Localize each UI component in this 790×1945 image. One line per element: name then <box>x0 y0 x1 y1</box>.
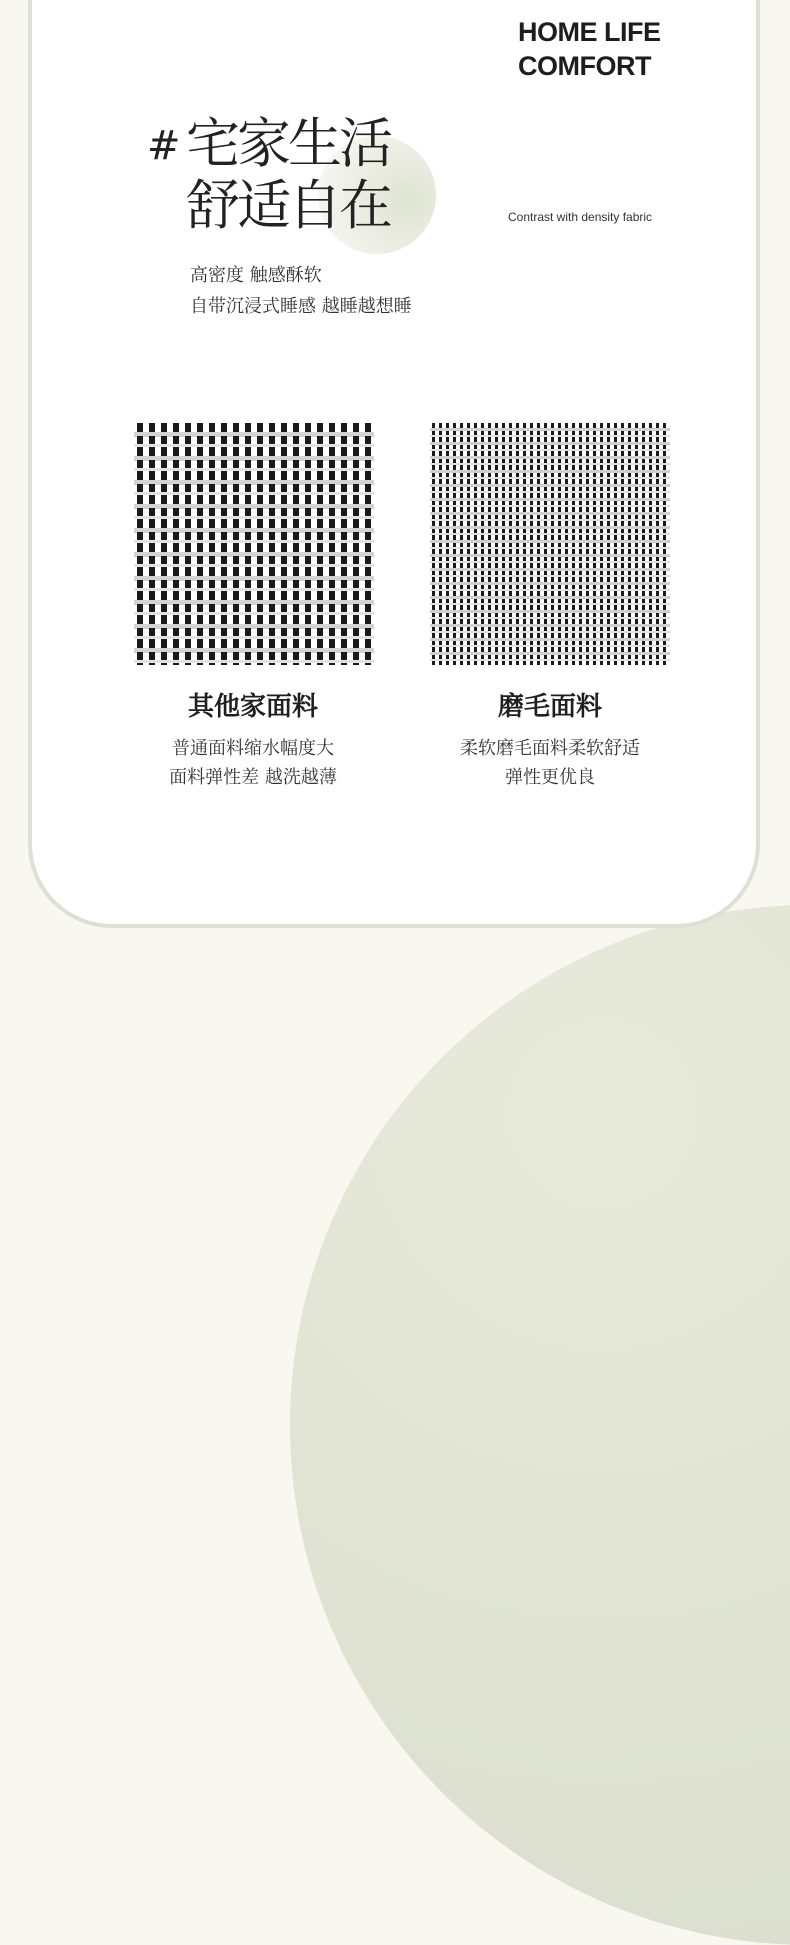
comparison-title-other: 其他家面料 <box>187 692 318 722</box>
comparison-desc-brushed-line-1: 柔软磨毛面料柔软舒适 <box>460 738 640 759</box>
comparison-desc-other-line-2: 面料弹性差 越洗越薄 <box>169 767 337 788</box>
headline-line-1: 宅家生活 <box>186 112 390 175</box>
hash-symbol: # <box>147 123 181 169</box>
comparison-desc-brushed <box>400 734 700 792</box>
fabric-swatch-loose <box>134 423 374 665</box>
comparison-desc-other <box>103 734 403 792</box>
headline <box>186 113 390 237</box>
brand-title <box>518 15 661 83</box>
brand-line-1: HOME LIFE <box>518 17 661 47</box>
fabric-swatch-dense <box>430 423 670 665</box>
comparison-desc-brushed-line-2: 弹性更优良 <box>505 767 595 788</box>
brand-line-2: COMFORT <box>518 51 651 81</box>
subtext <box>190 260 412 322</box>
headline-line-2: 舒适自在 <box>186 174 390 237</box>
subtext-line-1: 高密度 触感酥软 <box>190 265 322 286</box>
comparison-desc-other-line-1: 普通面料缩水幅度大 <box>172 738 334 759</box>
caption: Contrast with density fabric <box>508 210 653 224</box>
comparison-title-brushed: 磨毛面料 <box>497 692 602 722</box>
background-circle <box>290 905 790 1945</box>
subtext-line-2: 自带沉浸式睡感 越睡越想睡 <box>190 296 412 317</box>
